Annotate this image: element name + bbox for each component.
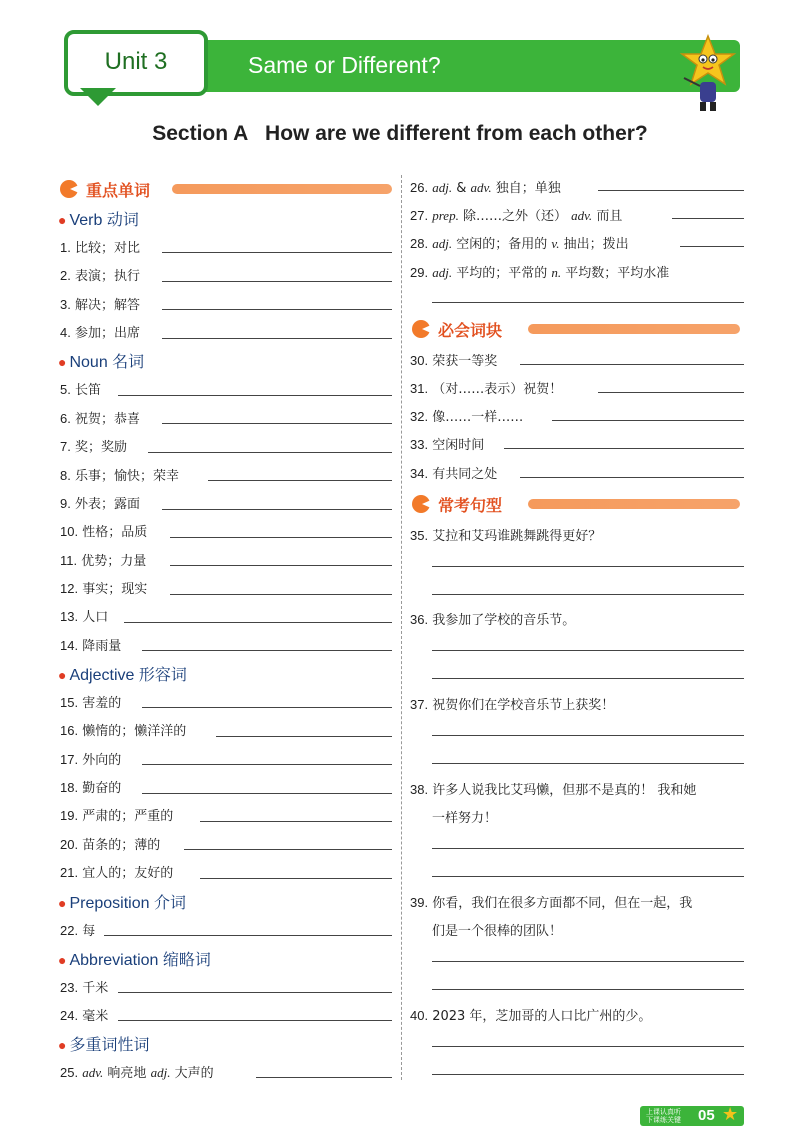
category-verb: ● Verb 动词 — [58, 210, 139, 229]
answer-line[interactable] — [432, 989, 744, 990]
answer-line[interactable] — [162, 252, 392, 253]
list-item: 4. 参加；出席 — [60, 325, 140, 341]
category-adjective: ● Adjective 形容词 — [58, 665, 187, 684]
pacman-icon — [412, 320, 430, 338]
answer-line[interactable] — [142, 707, 392, 708]
list-item: 6. 祝贺；恭喜 — [60, 411, 140, 427]
category-abbreviation: ● Abbreviation 缩略词 — [58, 950, 211, 969]
list-item: 11. 优势；力量 — [60, 553, 147, 569]
list-item: 17. 外向的 — [60, 752, 122, 768]
answer-line[interactable] — [504, 448, 744, 449]
answer-line[interactable] — [432, 848, 744, 849]
pacman-icon — [412, 495, 430, 513]
answer-line[interactable] — [148, 452, 392, 453]
list-item: 27. prep. 除……之外（还） adv. 而且 — [410, 208, 623, 224]
list-item: 20. 苗条的；薄的 — [60, 837, 161, 853]
list-item: 37. 祝贺你们在学校音乐节上获奖！ — [410, 697, 615, 713]
list-item: 8. 乐事；愉快；荣幸 — [60, 468, 179, 484]
list-item: 15. 害羞的 — [60, 695, 122, 711]
answer-line[interactable] — [432, 961, 744, 962]
answer-line[interactable] — [142, 793, 392, 794]
list-item: 5. 长笛 — [60, 382, 101, 398]
category-preposition: ● Preposition 介词 — [58, 893, 186, 912]
list-item: 39. 你看，我们在很多方面都不同，但在一起，我 — [410, 895, 693, 911]
answer-line[interactable] — [520, 364, 744, 365]
answer-line[interactable] — [256, 1077, 392, 1078]
answer-line[interactable] — [142, 764, 392, 765]
answer-line[interactable] — [208, 480, 392, 481]
answer-line[interactable] — [118, 1020, 392, 1021]
list-item: 28. adj. 空闲的；备用的 v. 抽出；拨出 — [410, 236, 629, 252]
section-bar — [528, 324, 740, 334]
list-item: 10. 性格；品质 — [60, 524, 148, 540]
category-noun: ● Noun 名词 — [58, 352, 145, 371]
column-divider — [401, 175, 402, 1080]
section-heading-phrases: 必会词块 — [412, 318, 740, 340]
list-item: 31. （对……表示）祝贺！ — [410, 381, 563, 397]
list-item: 16. 懒惰的；懒洋洋的 — [60, 723, 187, 739]
answer-line[interactable] — [162, 423, 392, 424]
unit-badge-tail — [80, 88, 116, 106]
answer-line[interactable] — [104, 935, 392, 936]
list-item: 33. 空闲时间 — [410, 437, 485, 453]
list-item: 29. adj. 平均的；平常的 n. 平均数；平均水准 — [410, 265, 670, 281]
section-heading-words: 重点单词 — [60, 178, 392, 200]
list-item: 13. 人口 — [60, 609, 109, 625]
answer-line[interactable] — [432, 876, 744, 877]
answer-line[interactable] — [118, 992, 392, 993]
answer-line[interactable] — [432, 650, 744, 651]
answer-line[interactable] — [200, 878, 392, 879]
answer-line[interactable] — [432, 1046, 744, 1047]
answer-line[interactable] — [162, 509, 392, 510]
answer-line[interactable] — [200, 821, 392, 822]
list-item: 35. 艾拉和艾玛谁跳舞跳得更好？ — [410, 528, 602, 544]
list-item: 2. 表演；执行 — [60, 268, 140, 284]
list-item-continued: 们是一个很棒的团队！ — [432, 924, 563, 939]
page-footer-badge — [640, 1106, 744, 1126]
list-item: 12. 事实；现实 — [60, 581, 148, 597]
answer-line[interactable] — [118, 395, 392, 396]
section-title: Section A How are we different from each other? — [152, 122, 648, 145]
unit-badge — [64, 30, 208, 96]
list-item: 14. 降雨量 — [60, 638, 122, 654]
list-item: 1. 比较；对比 — [60, 240, 140, 256]
list-item: 32. 像……一样…… — [410, 409, 524, 425]
answer-line[interactable] — [432, 763, 744, 764]
answer-line[interactable] — [170, 565, 392, 566]
list-item: 24. 毫米 — [60, 1008, 109, 1024]
answer-line[interactable] — [680, 246, 744, 247]
answer-line[interactable] — [672, 218, 744, 219]
list-item: 7. 奖；奖励 — [60, 439, 127, 455]
answer-line[interactable] — [170, 537, 392, 538]
answer-line[interactable] — [162, 309, 392, 310]
star-icon: ★ — [722, 1104, 739, 1125]
list-item: 30. 荣获一等奖 — [410, 353, 498, 369]
answer-line[interactable] — [598, 392, 744, 393]
list-item: 25. adv. 响亮地 adj. 大声的 — [60, 1065, 214, 1081]
answer-line[interactable] — [432, 566, 744, 567]
answer-line[interactable] — [184, 849, 392, 850]
list-item: 22. 每 — [60, 923, 96, 939]
pacman-icon — [60, 180, 78, 198]
footer-tagline: 上课认真听 下课练关键 — [646, 1108, 681, 1124]
section-bar — [172, 184, 392, 194]
list-item: 18. 勤奋的 — [60, 780, 122, 796]
list-item: 40. 2023 年，芝加哥的人口比广州的少。 — [410, 1008, 652, 1024]
answer-line[interactable] — [124, 622, 392, 623]
list-item: 34. 有共同之处 — [410, 466, 498, 482]
list-item: 3. 解决；解答 — [60, 297, 140, 313]
list-item: 19. 严肃的；严重的 — [60, 808, 174, 824]
unit-label: Unit 3 — [104, 48, 168, 75]
list-item: 9. 外表；露面 — [60, 496, 140, 512]
section-heading-sentences: 常考句型 — [412, 493, 740, 515]
category-multi: ● 多重词性词 — [58, 1035, 150, 1054]
star-mascot-icon — [676, 34, 740, 114]
answer-line[interactable] — [432, 1074, 744, 1075]
unit-title: Same or Different? — [248, 52, 441, 78]
list-item: 36. 我参加了学校的音乐节。 — [410, 612, 576, 628]
page-number: 05 — [698, 1107, 715, 1124]
answer-line[interactable] — [598, 190, 744, 191]
list-item: 26. adj. & adv. 独自；单独 — [410, 180, 561, 196]
answer-line[interactable] — [170, 594, 392, 595]
answer-line[interactable] — [552, 420, 744, 421]
answer-line[interactable] — [432, 735, 744, 736]
answer-line[interactable] — [142, 650, 392, 651]
list-item: 38. 许多人说我比艾玛懒，但那不是真的！ 我和她 — [410, 782, 697, 798]
list-item-continued: 一样努力！ — [432, 811, 498, 826]
list-item: 23. 千米 — [60, 980, 109, 996]
list-item: 21. 宜人的；友好的 — [60, 865, 174, 881]
answer-line[interactable] — [162, 338, 392, 339]
answer-line[interactable] — [162, 281, 392, 282]
answer-line[interactable] — [432, 302, 744, 303]
answer-line[interactable] — [432, 678, 744, 679]
answer-line[interactable] — [432, 594, 744, 595]
section-bar — [528, 499, 740, 509]
answer-line[interactable] — [216, 736, 392, 737]
answer-line[interactable] — [520, 477, 744, 478]
